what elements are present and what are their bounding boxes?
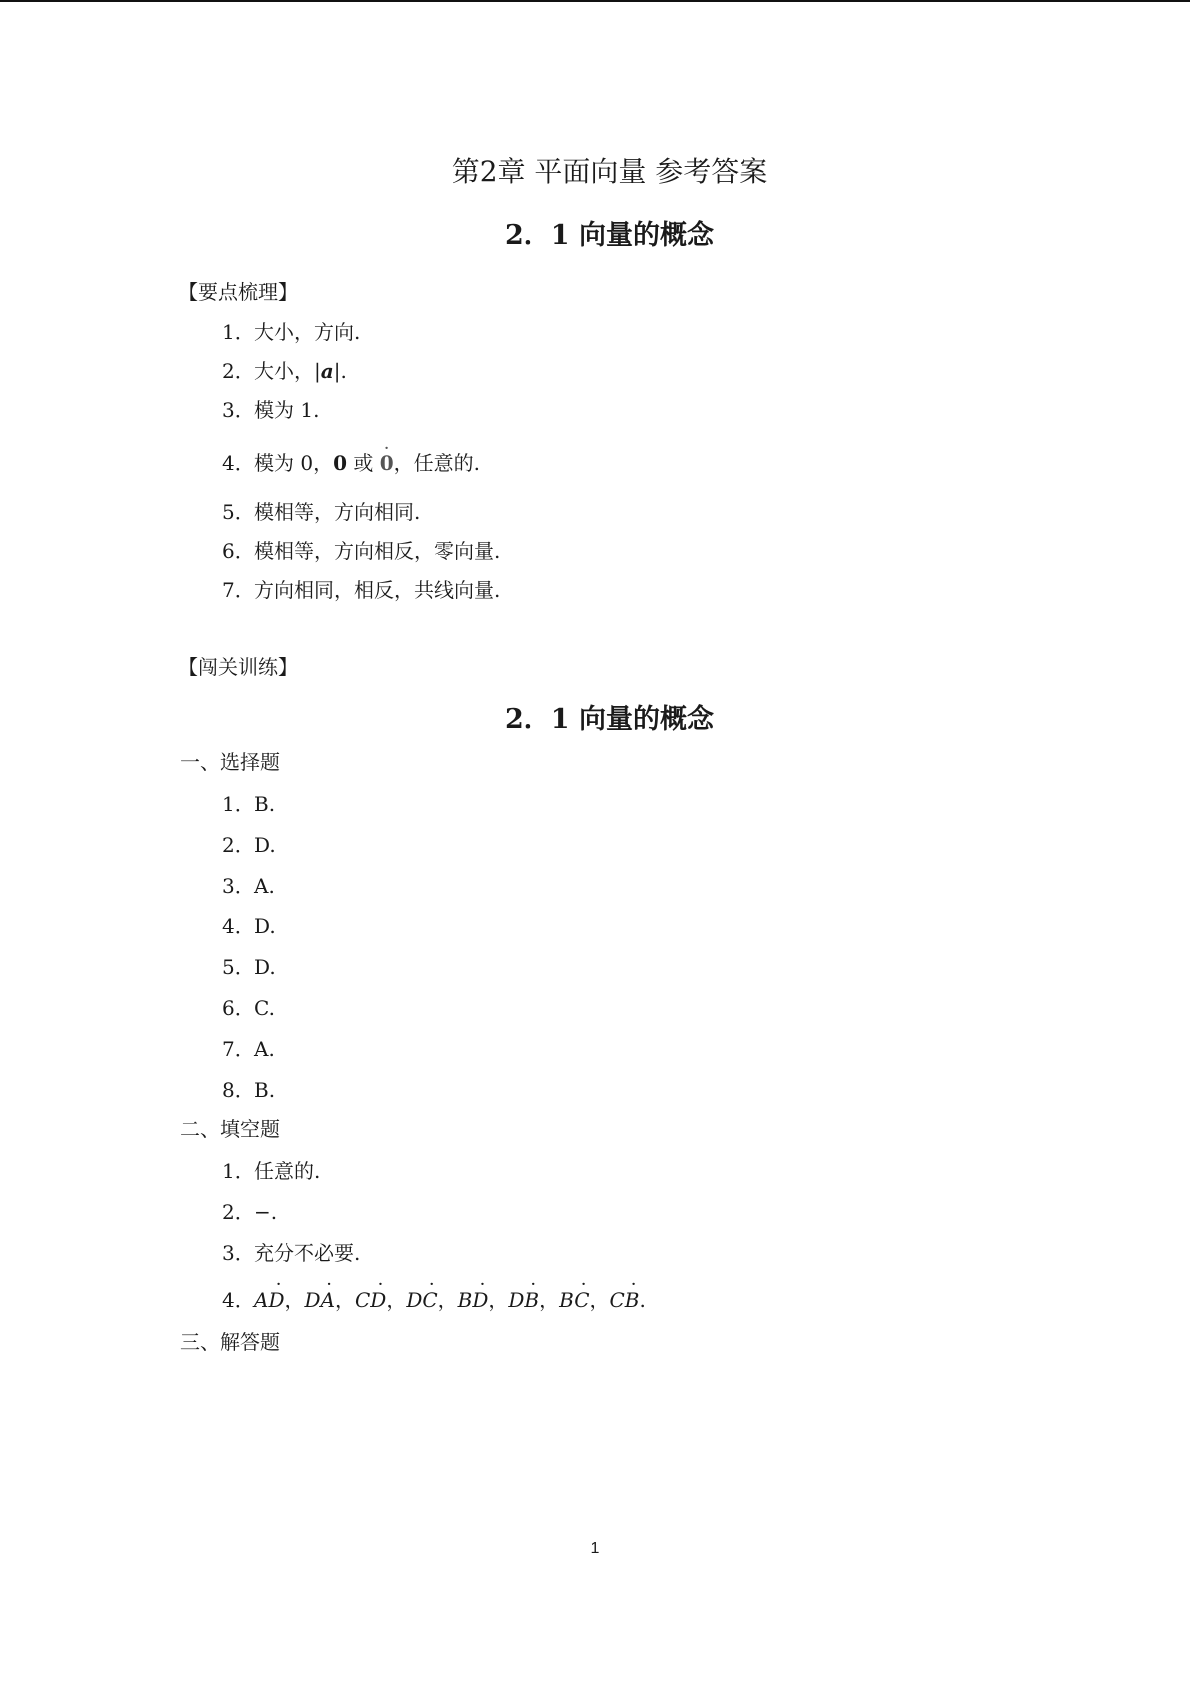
answer: D. <box>254 955 276 979</box>
separator: ， <box>589 1288 610 1312</box>
chapter-title: 第2章 平面向量 参考答案 <box>451 155 768 188</box>
item-number: 5． <box>222 955 255 979</box>
item-text: 模相等，方向相同. <box>254 500 421 524</box>
item-number: 3． <box>222 874 255 898</box>
summary-item-3 <box>222 394 319 423</box>
choice-item-8 <box>222 1074 275 1103</box>
training-heading: 【闯关训练】 <box>178 655 298 679</box>
item-number: 1． <box>222 792 255 816</box>
item-text-post: ，任意的. <box>393 451 481 475</box>
item-number: 2． <box>222 359 255 383</box>
summary-item-1 <box>222 316 360 345</box>
item-text: 大小，方向. <box>254 320 361 344</box>
answer: 充分不必要. <box>254 1241 361 1265</box>
item-text: 方向相同，相反，共线向量. <box>254 578 501 602</box>
answer: 任意的. <box>254 1159 321 1183</box>
fill-item-4 <box>222 1284 646 1313</box>
separator: ， <box>284 1288 305 1312</box>
item-text: 模相等，方向相反，零向量. <box>254 539 501 563</box>
item-number: 1． <box>222 1159 255 1183</box>
summary-item-4 <box>222 447 480 476</box>
answer: B. <box>254 1078 276 1102</box>
vector-bc: BC · <box>559 1288 589 1312</box>
item-text-pre: 模为 0， <box>254 451 334 475</box>
fill-item-3 <box>222 1237 360 1266</box>
answer: C. <box>254 996 275 1020</box>
item-number: 3． <box>222 398 255 422</box>
choice-item-7 <box>222 1033 275 1062</box>
vector-ad: AD · <box>254 1288 284 1312</box>
vector-bd: BD · <box>458 1288 489 1312</box>
section-title-2: 2．1 向量的概念 <box>505 704 714 735</box>
item-number: 5． <box>222 500 255 524</box>
summary-item-6 <box>222 535 500 564</box>
answer: −. <box>254 1200 278 1224</box>
choice-item-3 <box>222 870 275 899</box>
separator: ， <box>437 1288 458 1312</box>
item-number: 2． <box>222 833 255 857</box>
vector-cd: CD · <box>355 1288 386 1312</box>
zero-vector-symbol: 0 · <box>380 451 394 475</box>
vector-cb: CB · <box>610 1288 640 1312</box>
zero-bold: 0 <box>333 451 348 475</box>
separator: ， <box>539 1288 560 1312</box>
top-border-line <box>0 0 1190 2</box>
summary-item-7 <box>222 574 500 603</box>
item-number: 6． <box>222 539 255 563</box>
item-text-post: |. <box>333 359 347 383</box>
item-number: 2． <box>222 1200 255 1224</box>
answer: D. <box>254 833 276 857</box>
part3-heading: 三、解答题 <box>180 1330 280 1354</box>
item-number: 7． <box>222 578 255 602</box>
item-number: 4． <box>222 451 255 475</box>
vector-a: a <box>320 359 334 383</box>
answer: A. <box>254 874 275 898</box>
vector-list <box>254 1288 646 1312</box>
answer: A. <box>254 1037 275 1061</box>
fill-item-2 <box>222 1196 277 1225</box>
separator: . <box>639 1288 646 1312</box>
choice-item-1 <box>222 788 275 817</box>
item-number: 8． <box>222 1078 255 1102</box>
item-number: 4． <box>222 1288 255 1312</box>
item-text-mid: 或 <box>347 451 380 475</box>
choice-item-4 <box>222 910 276 939</box>
separator: ， <box>488 1288 509 1312</box>
item-number: 1． <box>222 320 255 344</box>
separator: ， <box>334 1288 355 1312</box>
answer: B. <box>254 792 276 816</box>
page-number: 1 <box>590 1540 600 1557</box>
item-number: 4． <box>222 914 255 938</box>
separator: ， <box>386 1288 407 1312</box>
item-text-pre: 大小，| <box>254 359 321 383</box>
item-number: 7． <box>222 1037 255 1061</box>
choice-item-5 <box>222 951 276 980</box>
fill-item-1 <box>222 1155 320 1184</box>
summary-heading: 【要点梳理】 <box>178 280 298 304</box>
section-title: 2．1 向量的概念 <box>505 220 714 251</box>
item-number: 6． <box>222 996 255 1020</box>
item-number: 3． <box>222 1241 255 1265</box>
vector-dc: DC · <box>406 1288 437 1312</box>
part1-heading: 一、选择题 <box>180 750 280 774</box>
choice-item-2 <box>222 829 276 858</box>
summary-item-5 <box>222 496 420 525</box>
vector-db: DB · <box>508 1288 539 1312</box>
summary-item-2 <box>222 355 347 384</box>
part2-heading: 二、填空题 <box>180 1117 280 1141</box>
answer: D. <box>254 914 276 938</box>
vector-da: DA · <box>304 1288 334 1312</box>
choice-item-6 <box>222 992 275 1021</box>
item-text: 模为 1. <box>254 398 320 422</box>
